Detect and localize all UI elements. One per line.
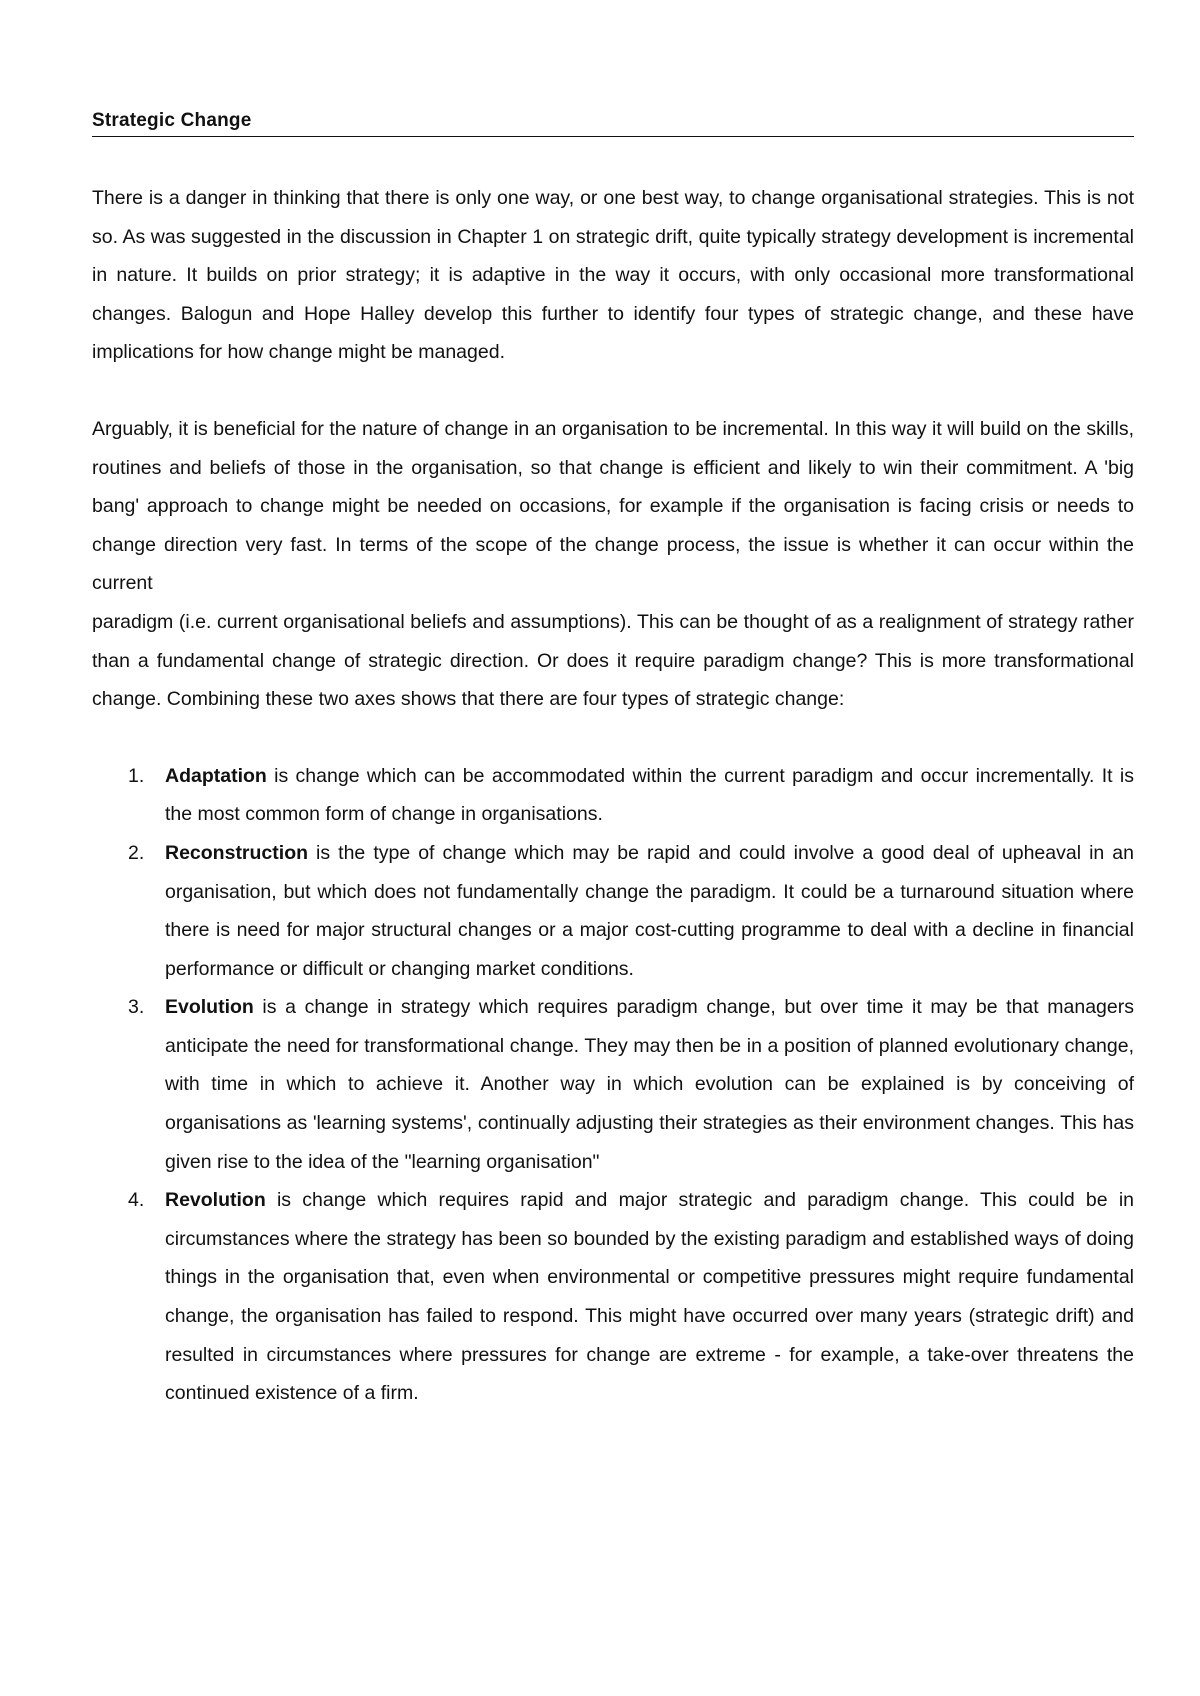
term-adaptation: Adaptation [165,764,267,787]
change-types-list [92,757,1134,1413]
list-item-text: is the type of change which may be rapid and could involve a good deal of upheaval in an organisation, but which does not fundamentally change the paradigm. It could be a turnaround situation where there is need for major structural changes or a major cost-cutting programme to deal with a decline in financial performance or difficult or changing market conditions. [165,841,1134,980]
list-item-text: is a change in strategy which requires paradigm change, but over time it may be that managers anticipate the need for transformational change. They may then be in a position of planned evolutionary change, with time in which to achieve it. Another way in which evolution can be explained is by conceiving of organisations as 'learning systems', continually adjusting their strategies as their environment changes. This has given rise to the idea of the "learning organisation" [165,996,1134,1173]
term-revolution: Revolution [165,1189,266,1212]
document-page [92,108,1134,1413]
list-number: 4. [128,1189,145,1212]
list-number: 2. [128,841,145,864]
document-title: Strategic Change [92,108,1134,137]
paragraph-intro: There is a danger in thinking that there is only one way, or one best way, to change organisational strategies. This is not so. As was suggested in the discussion in Chapter 1 on strategic drift, quite typically strategy development is incremental in nature. It builds on prior strategy; it is adaptive in the way it occurs, with only occasional more transformational changes. Balogun and Hope Halley develop this further to identify four types of strategic change, and these have implications for how change might be managed. [92,187,1134,364]
term-evolution: Evolution [165,996,254,1019]
list-item-reconstruction [92,834,1134,988]
list-number: 1. [128,764,145,787]
list-item-evolution [92,988,1134,1181]
list-item-revolution [92,1181,1134,1413]
paragraph-incremental: Arguably, it is beneficial for the nature of change in an organisation to be incremental. In this way it will build on the skills, routines and beliefs of those in the organisation, so that change is efficient and likely to win their commitment. A 'big bang' approach to change might be needed on occasions, for example if the organisation is facing crisis or needs to change direction very fast. In terms of the scope of the change process, the issue is whether it can occur within the current [92,417,1134,595]
list-number: 3. [128,996,145,1019]
list-item-text: is change which can be accommodated within the current paradigm and occur incrementally. It is the most common form of change in organisations. [165,764,1134,826]
list-item-text: is change which requires rapid and major strategic and paradigm change. This could be in circumstances where the strategy has been so bounded by the existing paradigm and established ways of doing things in the organisation that, even when environmental or competitive pressures might require fundamental change, the organisation has failed to respond. This might have occurred over many years (strategic drift) and resulted in circumstances where pressures for change are extreme - for example, a take-over threatens the continued existence of a firm. [165,1189,1134,1405]
paragraph-paradigm: paradigm (i.e. current organisational beliefs and assumptions). This can be thought of as a realignment of strategy rather than a fundamental change of strategic direction. Or does it require paradigm change? This is more transformational change. Combining these two axes shows that there are four types of strategic change: [92,610,1134,711]
list-item-adaptation [92,757,1134,834]
term-reconstruction: Reconstruction [165,841,309,864]
